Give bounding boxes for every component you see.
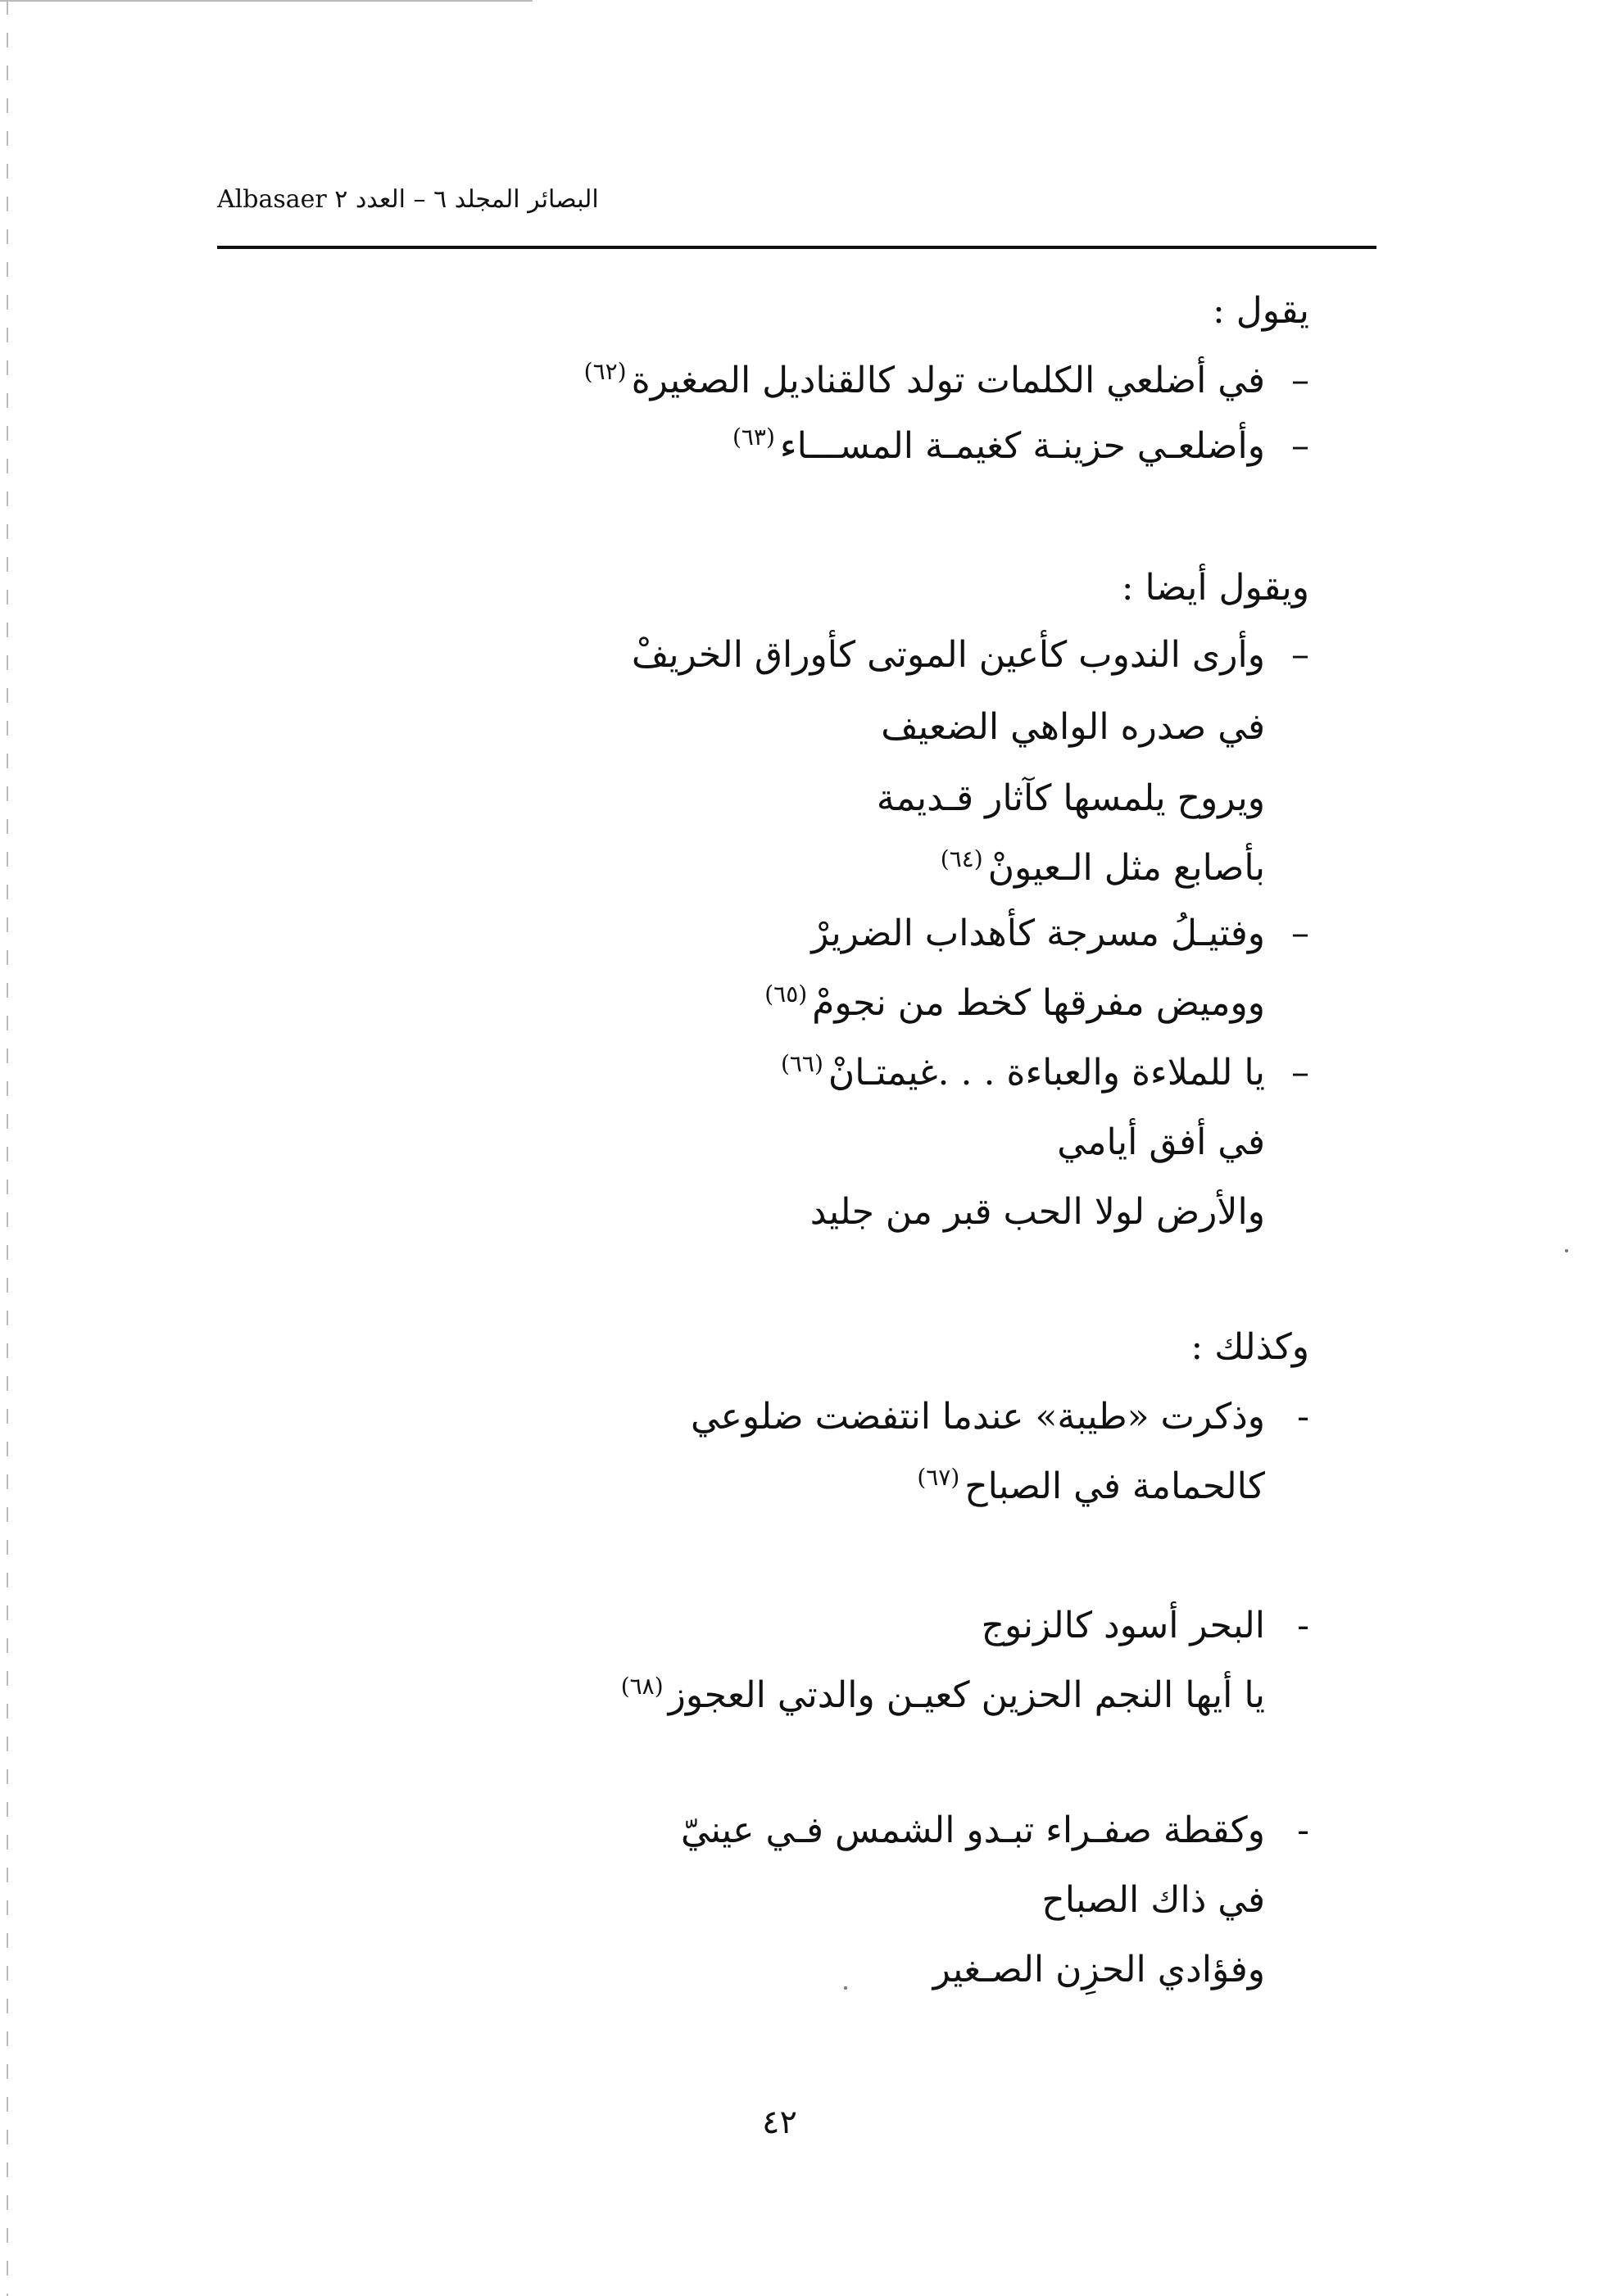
verse-dash: – — [1291, 913, 1309, 954]
verse-line — [681, 1806, 1309, 1855]
verse-continuation — [764, 979, 1265, 1028]
verse-continuation: في صدره الواهي الضعيف — [881, 706, 1265, 748]
verse-continuation — [941, 844, 1265, 893]
footnote-ref[interactable]: (٦٦) — [780, 1050, 823, 1078]
verse-text: وفتيـلُ مسرجة كأهداب الضريرْ — [811, 913, 1265, 954]
verse-dash: – — [1291, 634, 1309, 676]
verse-text: ووميض مفرقها كخط من نجومْ — [812, 982, 1265, 1024]
verse-continuation: في ذاك الصباح — [1041, 1879, 1265, 1921]
verse-continuation: وفؤادي الحزِن الصـغير — [932, 1949, 1265, 1990]
scan-speck — [1565, 1249, 1568, 1252]
footnote-ref[interactable]: (٦٨) — [620, 1673, 664, 1700]
verse-text: يا للملاءة والعباءة . . .غيمتـانْ — [828, 1052, 1265, 1094]
page-number: ٤٢ — [762, 2104, 797, 2141]
verse-dash: - — [1297, 1605, 1309, 1646]
verse-dash: - — [1297, 1396, 1309, 1438]
verse-line — [691, 1393, 1309, 1442]
footnote-ref[interactable]: (٦٢) — [583, 358, 627, 386]
footnote-ref[interactable]: (٦٧) — [917, 1464, 960, 1492]
verse-dash: – — [1291, 1052, 1309, 1094]
verse-text: البحر أسود كالزنوج — [981, 1605, 1265, 1646]
verse-text: وكقطة صفـراء تبـدو الشمس فـي عينيّ — [680, 1809, 1265, 1851]
verse-text: وذكرت «طيبة» عندما انتفضت ضلوعي — [691, 1396, 1265, 1438]
verse-line — [632, 631, 1309, 680]
header-journal: البصائر المجلد ٦ – العدد ٢ Albasaer — [217, 185, 599, 214]
footnote-ref[interactable]: (٦٣) — [732, 423, 775, 451]
verse-dash: – — [1291, 360, 1309, 401]
verse-line — [811, 909, 1309, 958]
intro-line: وكذلك : — [1190, 1326, 1309, 1368]
intro-line: يقول : — [1212, 290, 1309, 332]
verse-line — [584, 356, 1309, 405]
intro-line: ويقول أيضا : — [1121, 567, 1309, 609]
verse-text: كالحمامة في الصباح — [964, 1465, 1265, 1507]
verse-dash: – — [1291, 425, 1309, 467]
scan-speck — [844, 1986, 847, 1990]
verse-continuation: ويروح يلمسها كآثار قـديمة — [876, 777, 1265, 819]
verse-continuation — [621, 1671, 1265, 1720]
verse-text: وأرى الندوب كأعين الموتى كأوراق الخريفْ — [631, 634, 1265, 676]
verse-continuation — [917, 1462, 1265, 1511]
verse-text: وأضلعـي حزينـة كغيمـة المســـاء — [779, 425, 1265, 467]
verse-dash: - — [1297, 1809, 1309, 1851]
footnote-ref[interactable]: (٦٤) — [940, 845, 983, 873]
verse-text: يا أيها النجم الحزين كعيـن والدتي العجوز — [668, 1674, 1265, 1716]
verse-line — [781, 1048, 1309, 1098]
footnote-ref[interactable]: (٦٥) — [764, 980, 808, 1008]
verse-line — [982, 1601, 1309, 1651]
verse-text: بأصابع مثل الـعيونْ — [987, 847, 1265, 889]
verse-line — [732, 422, 1309, 471]
verse-continuation: في أفق أيامي — [1057, 1121, 1265, 1163]
verse-continuation: والأرض لولا الحب قبر من جليد — [810, 1191, 1265, 1233]
verse-text: في أضلعي الكلمات تولد كالقناديل الصغيرة — [631, 360, 1265, 401]
